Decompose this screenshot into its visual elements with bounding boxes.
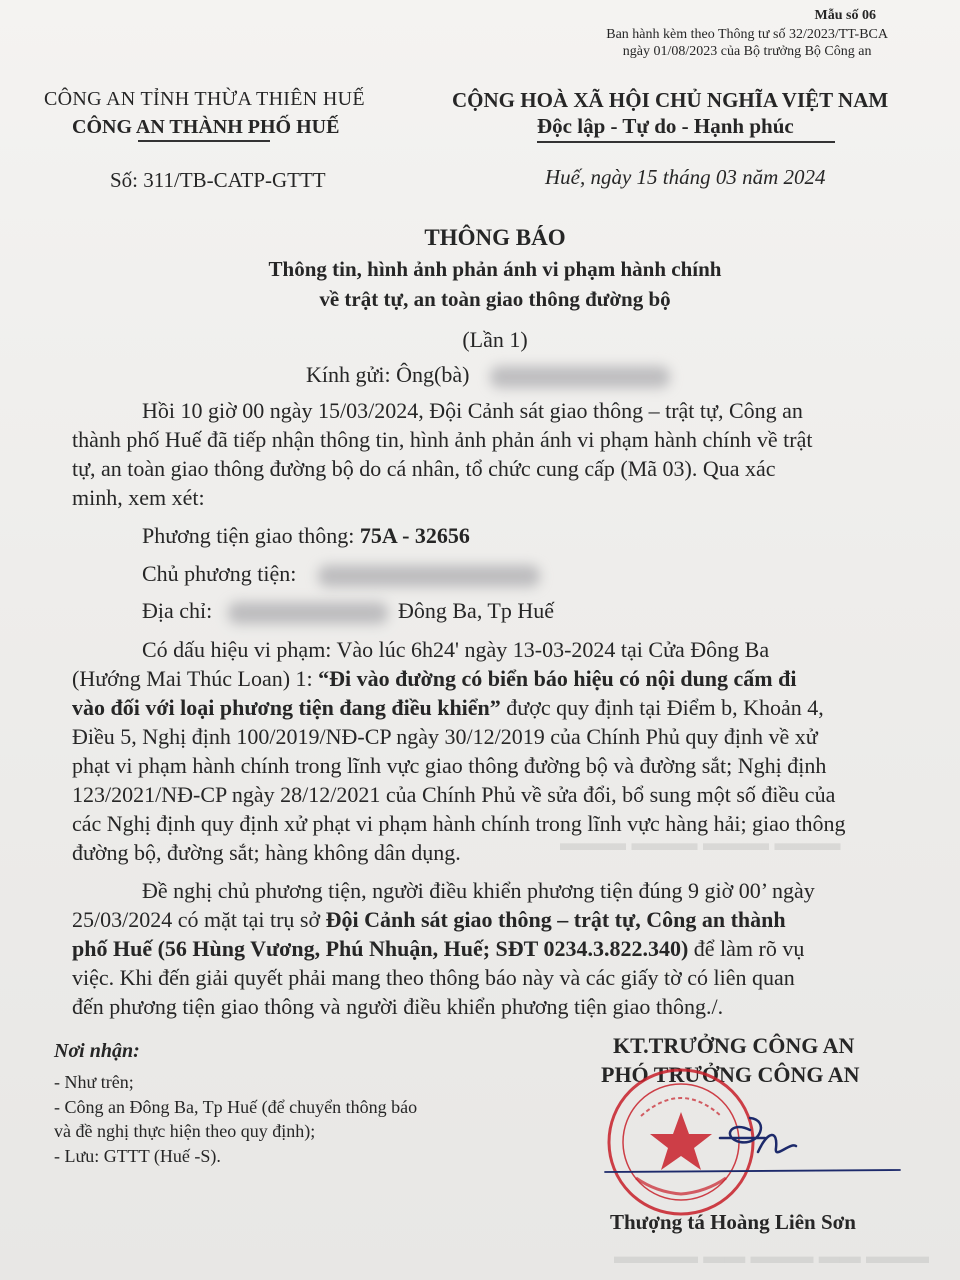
handwritten-signature-icon (600, 1090, 910, 1200)
notice-subtitle-1: Thông tin, hình ảnh phản ánh vi phạm hành chính (268, 257, 722, 281)
recipient-label: Kính gửi: Ông(bà) (306, 362, 470, 387)
signer-ghost: ▬▬▬▬ ▬▬ ▬▬▬ ▬▬ ▬▬▬ (614, 1244, 929, 1268)
form-number: Mẫu số 06 (814, 8, 876, 23)
request-line-2 (72, 907, 786, 933)
violation-offense-end: vào đối với loại phương tiện đang điều khiển” (72, 695, 501, 720)
request-line-4: việc. Khi đến giải quyết phải mang theo thông báo này và các giấy tờ có liên quan (72, 965, 795, 990)
intro-line-2: thành phố Huế đã tiếp nhận thông tin, hình ảnh phản ánh vi phạm hành chính về trật (72, 427, 813, 452)
form-ref-line-1: Ban hành kèm theo Thông tư số 32/2023/TT-BCA (606, 27, 888, 42)
form-ref-line-2: ngày 01/08/2023 của Bộ trưởng Bộ Công an (622, 44, 872, 59)
vehicle-plate: 75A - 32656 (359, 523, 470, 548)
violation-line-1: Có dấu hiệu vi phạm: Vào lúc 6h24' ngày 13-03-2024 tại Cửa Đông Ba (142, 637, 770, 662)
request-address: phố Huế (56 Hùng Vương, Phú Nhuận, Huế; SĐT 0234.3.822.340) (72, 936, 689, 961)
intro-line-4: minh, xem xét: (72, 485, 205, 510)
motto-underline (537, 141, 835, 143)
address-tail: Đông Ba, Tp Huế (398, 598, 555, 623)
place-date: Huế, ngày 15 tháng 03 năm 2024 (545, 165, 826, 189)
signature-title-1: KT.TRƯỞNG CÔNG AN (613, 1033, 855, 1058)
redacted-name (490, 366, 670, 388)
violation-line-4: Điều 5, Nghị định 100/2019/NĐ-CP ngày 30/12/2019 của Chính Phủ quy định về xử (72, 724, 818, 749)
org-parent: CÔNG AN TỈNH THỪA THIÊN HUẾ (44, 88, 365, 110)
intro-line-3: tự, an toàn giao thông đường bộ do cá nhân, tổ chức cung cấp (Mã 03). Qua xác (72, 456, 776, 481)
recipient-item: - Như trên; (54, 1072, 134, 1092)
redacted-owner (318, 565, 540, 587)
request-purpose: để làm rõ vụ (688, 936, 805, 961)
request-office: Đội Cảnh sát giao thông – trật tự, Công an thành (325, 907, 786, 932)
violation-offense-start: “Đi vào đường có biển báo hiệu có nội dung cấm đi (318, 666, 797, 691)
vehicle-row (142, 523, 470, 549)
notice-subtitle-2: về trật tự, an toàn giao thông đường bộ (319, 287, 671, 311)
show-through-ghost: ▬▬▬ ▬▬▬ ▬▬▬ ▬▬▬ (560, 830, 841, 855)
request-line-3 (72, 936, 804, 962)
document-number: Số: 311/TB-CATP-GTTT (110, 168, 326, 192)
recipient-item: và đề nghị thực hiện theo quy định); (54, 1121, 316, 1141)
signature-title-2: PHÓ TRƯỞNG CÔNG AN (601, 1062, 860, 1087)
violation-regulation: được quy định tại Điểm b, Khoản 4, (500, 695, 824, 720)
request-line-5: đến phương tiện giao thông và người điều khiển phương tiện giao thông./. (72, 994, 724, 1019)
org-name: CÔNG AN THÀNH PHỐ HUẾ (72, 116, 340, 138)
national-title: CỘNG HOÀ XÃ HỘI CHỦ NGHĨA VIỆT NAM (452, 88, 889, 112)
notice-time: (Lần 1) (462, 327, 528, 352)
violation-line-5: phạt vi phạm hành chính trong lĩnh vực giao thông đường bộ và đường sắt; Nghị định (72, 753, 827, 778)
form-reference (606, 26, 888, 60)
vehicle-label: Phương tiện giao thông: (142, 523, 360, 548)
request-date: 25/03/2024 có mặt tại trụ sở (72, 907, 326, 932)
redacted-address (228, 602, 388, 624)
violation-line-3 (72, 695, 824, 721)
recipient-item: - Lưu: GTTT (Huế -S). (54, 1146, 221, 1166)
address-label: Địa chỉ: (142, 598, 213, 623)
violation-line-6: 123/2021/NĐ-CP ngày 28/12/2021 của Chính Phủ về sửa đổi, bổ sung một số điều của (72, 782, 836, 807)
recipient-item: - Công an Đông Ba, Tp Huế (để chuyển thông báo (54, 1097, 418, 1117)
violation-location: (Hướng Mai Thúc Loan) 1: (72, 666, 319, 691)
violation-line-7: các Nghị định quy định xử phạt vi phạm hành chính trong lĩnh vực hàng hải; giao thông (72, 811, 846, 836)
intro-line-1: Hồi 10 giờ 00 ngày 15/03/2024, Đội Cảnh sát giao thông – trật tự, Công an (142, 398, 803, 423)
notice-title: THÔNG BÁO (424, 225, 566, 250)
signer-name: Thượng tá Hoàng Liên Sơn (610, 1210, 856, 1234)
org-underline (138, 140, 270, 142)
recipients-heading: Nơi nhận: (54, 1040, 140, 1062)
violation-line-2 (72, 666, 796, 692)
request-line-1: Đề nghị chủ phương tiện, người điều khiển phương tiện đúng 9 giờ 00’ ngày (142, 878, 815, 903)
owner-label: Chủ phương tiện: (142, 561, 297, 586)
national-motto: Độc lập - Tự do - Hạnh phúc (537, 114, 794, 138)
violation-line-8: đường bộ, đường sắt; hàng không dân dụng. (72, 840, 461, 865)
